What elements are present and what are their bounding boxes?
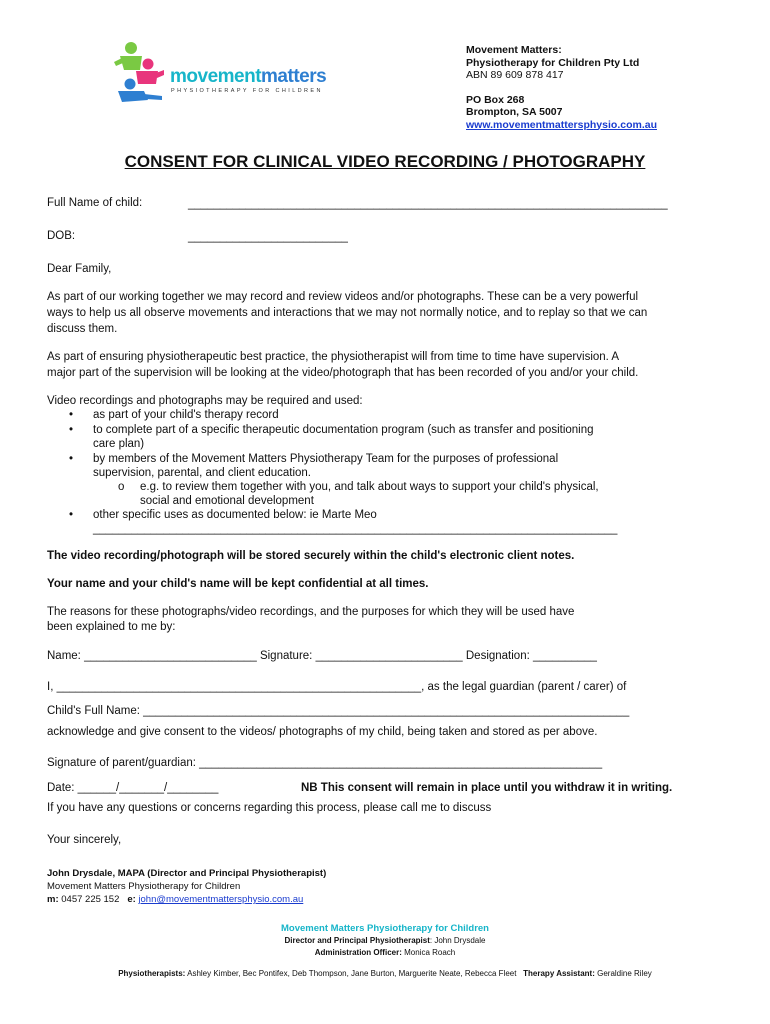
bullet-icon: •: [69, 424, 74, 436]
sub1-text-l2: social and emotional development: [140, 495, 314, 507]
use3-text-l1: by members of the Movement Matters Physiotherapy Team for the purposes of professional: [93, 453, 559, 465]
para2-line1: As part of ensuring physiotherapeutic best practice, the physiotherapist will from time to time have supervision. A: [47, 351, 620, 363]
bullet-icon: •: [69, 509, 74, 521]
org-suburb: Brompton, SA 5007: [466, 106, 563, 118]
para1-line3: discuss them.: [47, 323, 118, 335]
mobile-label: m:: [47, 894, 59, 905]
footer-assistant-label: Therapy Assistant:: [523, 969, 595, 978]
footer-staff: [0, 968, 770, 979]
para1-line2: ways to help us all observe movements and interactions that we may not normally notice, and to replay so that we can: [47, 307, 648, 319]
signoff-org: Movement Matters Physiotherapy for Children: [47, 881, 241, 892]
full-name-label: Full Name of child:: [47, 197, 143, 209]
sub1-text-l1: e.g. to review them together with you, and talk about ways to support your child's physical,: [140, 481, 599, 493]
parent-signature-field[interactable]: Signature of parent/guardian: _______________________________________________________________: [47, 757, 603, 769]
guardian-name-field[interactable]: I, _________________________________________________________, as the legal guardian (parent / carer) of: [47, 681, 627, 693]
logo-tagline: PHYSIOTHERAPY FOR CHILDREN: [171, 88, 323, 94]
use4-text: other specific uses as documented below: ie Marte Meo: [93, 509, 377, 521]
greeting: Dear Family,: [47, 263, 112, 275]
nb-statement: NB This consent will remain in place until you withdraw it in writing.: [301, 782, 673, 794]
questions-statement: If you have any questions or concerns regarding this process, please call me to discuss: [47, 802, 492, 814]
logo-wordmark-a: movement: [170, 66, 262, 87]
name-signature-designation-field[interactable]: Name: ___________________________ Signature: _______________________ Designation: __________: [47, 650, 597, 662]
page-title: CONSENT FOR CLINICAL VIDEO RECORDING / PHOTOGRAPHY: [124, 152, 646, 171]
bullet-icon: •: [69, 453, 74, 465]
footer-physios: Ashley Kimber, Bec Pontifex, Deb Thompson, Jane Burton, Marguerite Neate, Rebecca Fleet: [187, 969, 517, 978]
logo: [108, 40, 328, 106]
footer-physios-label: Physiotherapists:: [118, 969, 186, 978]
footer-org: Movement Matters Physiotherapy for Children: [281, 923, 489, 934]
date-field[interactable]: Date: ______/_______/________: [47, 782, 219, 794]
dob-field[interactable]: _________________________: [188, 231, 348, 243]
use4-field[interactable]: __________________________________________________________________________________: [93, 523, 618, 535]
dob-label: DOB:: [47, 230, 76, 242]
mobile-number: 0457 225 152: [61, 894, 120, 905]
footer-director-label: Director and Principal Physiotherapist: [284, 936, 430, 945]
email-link[interactable]: john@movementmattersphysio.com.au: [138, 894, 304, 905]
use2-text-l2: care plan): [93, 438, 145, 450]
para2-line2: major part of the supervision will be looking at the video/photograph that has been recorded of you and/or your child.: [47, 367, 639, 379]
footer-admin-label: Administration Officer:: [314, 948, 402, 957]
signoff-name: John Drysdale, MAPA (Director and Principal Physiotherapist): [47, 868, 327, 879]
list-item: [69, 452, 559, 467]
footer-admin: [0, 947, 770, 958]
org-po-box: PO Box 268: [466, 93, 525, 106]
full-name-field[interactable]: ___________________________________________________________________________: [188, 198, 668, 210]
sincerely: Your sincerely,: [47, 834, 122, 846]
uses-intro: Video recordings and photographs may be required and used:: [47, 395, 363, 407]
logo-figures-icon: [108, 40, 168, 106]
acknowledge-statement: acknowledge and give consent to the videos/ photographs of my child, being taken and stored as per above.: [47, 726, 598, 738]
org-name-line1: Movement Matters:: [466, 44, 562, 56]
footer-director: [0, 935, 770, 946]
email-label: e:: [127, 894, 136, 905]
use1-text: as part of your child's therapy record: [93, 409, 279, 421]
logo-wordmark-b: matters: [261, 66, 327, 87]
list-item: [69, 508, 377, 523]
org-name-line2: Physiotherapy for Children Pty Ltd: [466, 56, 640, 69]
footer-admin-name: Monica Roach: [404, 948, 456, 957]
org-address: [466, 44, 657, 131]
stored-statement: The video recording/photograph will be stored securely within the child's electronic client notes.: [47, 550, 575, 562]
reasons-line2: been explained to me by:: [47, 621, 176, 633]
footer-director-name: : John Drysdale: [429, 936, 486, 945]
org-website-link[interactable]: www.movementmattersphysio.com.au: [466, 118, 657, 131]
sub-list-marker: o: [118, 481, 125, 493]
org-abn: ABN 89 609 878 417: [466, 69, 564, 81]
confidential-statement: Your name and your child's name will be kept confidential at all times.: [47, 578, 429, 590]
signoff-contact: [47, 894, 303, 906]
bullet-icon: •: [69, 409, 74, 421]
reasons-line1: The reasons for these photographs/video recordings, and the purposes for which they will be used have: [47, 606, 575, 618]
use2-text-l1: to complete part of a specific therapeutic documentation program (such as transfer and positioning: [93, 424, 594, 436]
childs-full-name-field[interactable]: Child's Full Name: ____________________________________________________________________________: [47, 705, 630, 717]
list-item: [69, 423, 594, 438]
footer-assistant: Geraldine Riley: [597, 969, 652, 978]
use3-text-l2: supervision, parental, and client education.: [93, 467, 312, 479]
list-item: [69, 408, 279, 423]
para1-line1: As part of our working together we may record and review videos and/or photographs. These can be a very powerful: [47, 291, 639, 303]
